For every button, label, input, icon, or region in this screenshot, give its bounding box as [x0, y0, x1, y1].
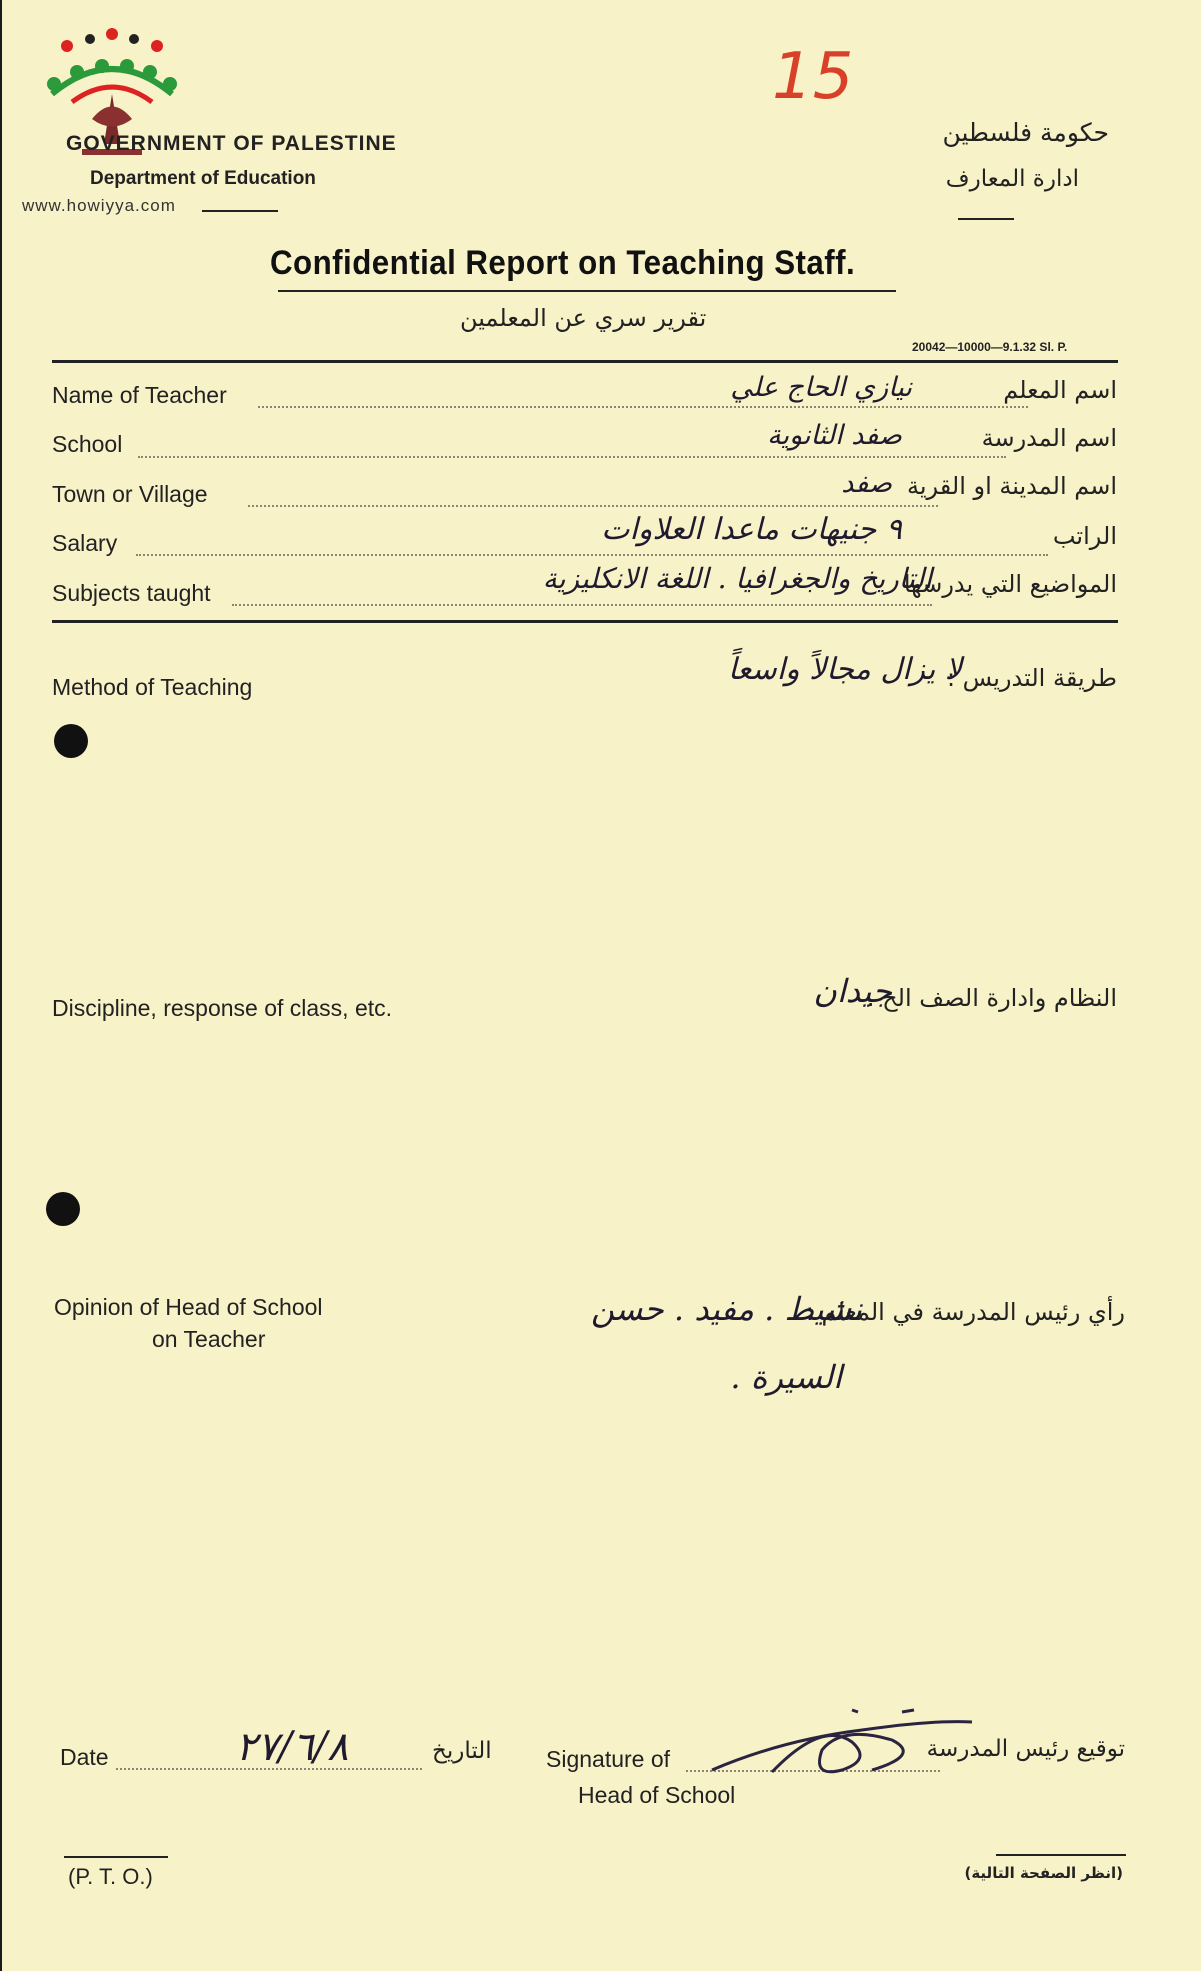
page-number: 15: [772, 40, 854, 114]
fields-top-rule: [52, 360, 1118, 363]
discipline-value: جيدان: [813, 972, 892, 1010]
report-title-ar: تقرير سري عن المعلمين: [460, 304, 707, 332]
field-label-ar-salary: الراتب: [1052, 522, 1117, 550]
field-label-en-town: Town or Village: [52, 481, 208, 507]
field-line-town: [248, 505, 938, 507]
document-page: [2, 0, 1201, 1971]
field-line-name: [258, 406, 1028, 408]
header-rule: [202, 210, 278, 212]
pto-rule: [64, 1856, 168, 1858]
opinion-value-2: السيرة .: [730, 1358, 842, 1396]
discipline-label-en: Discipline, response of class, etc.: [52, 995, 393, 1021]
field-value-name: نيازي الحاج علي: [730, 372, 912, 403]
opinion-label-en-1: Opinion of Head of School: [54, 1294, 323, 1320]
field-label-en-salary: Salary: [52, 530, 118, 556]
method-label-en: Method of Teaching: [52, 674, 253, 700]
field-value-town: صفد: [841, 468, 892, 499]
date-label-en: Date: [60, 1744, 109, 1770]
field-value-school: صفد الثانوية: [767, 420, 902, 451]
field-label-en-name: Name of Teacher: [52, 382, 227, 408]
gov-title-ar: حكومة فلسطين: [942, 118, 1109, 147]
pto-ar: (انظر الصفحة التالية): [964, 1864, 1123, 1882]
punch-hole-icon: [46, 1192, 80, 1226]
field-value-subjects: التاريخ والجغرافيا . اللغة الانكليزية: [542, 562, 932, 595]
field-value-salary: ٩ جنيهات ماعدا العلاوات: [601, 512, 902, 547]
punch-hole-icon: [54, 724, 88, 758]
field-label-ar-name: اسم المعلم: [1003, 376, 1117, 404]
field-label-ar-town: اسم المدينة او القرية: [906, 472, 1117, 500]
date-label-ar: التاريخ: [432, 1738, 492, 1764]
signature-label-ar: توقيع رئيس المدرسة: [926, 1736, 1125, 1762]
field-label-en-school: School: [52, 431, 123, 457]
form-code: 20042—10000—9.1.32 Sl. P.: [912, 340, 1068, 354]
pto-ar-rule: [996, 1854, 1126, 1856]
watermark-url: www.howiyya.com: [22, 196, 176, 215]
method-value: لا يزال مجالاً واسعاً: [727, 652, 962, 687]
method-label-ar: طريقة التدريس :: [946, 664, 1117, 692]
header-rule-right: [958, 218, 1014, 220]
opinion-label-en-2: on Teacher: [152, 1326, 266, 1352]
dept-title-en: Department of Education: [90, 168, 316, 189]
opinion-label-ar: رأي رئيس المدرسة في المعلم :: [805, 1298, 1125, 1326]
field-line-subjects: [232, 604, 932, 606]
field-label-ar-subjects: المواضيع التي يدرسها: [903, 570, 1117, 598]
field-line-school: [138, 456, 1006, 458]
date-value: ٢٧/٦/٨: [235, 1724, 349, 1770]
gov-title-en: GOVERNMENT OF PALESTINE: [66, 132, 397, 155]
dept-title-ar: ادارة المعارف: [945, 166, 1079, 192]
signature-label-en-2: Head of School: [578, 1782, 736, 1808]
signature-label-en-1: Signature of: [546, 1746, 671, 1772]
discipline-label-ar: النظام وادارة الصف الخ .: [866, 984, 1117, 1012]
report-title-en: Confidential Report on Teaching Staff.: [270, 244, 856, 282]
field-label-en-subjects: Subjects taught: [52, 580, 211, 606]
title-underline: [278, 290, 896, 292]
opinion-value-1: نشيط . مفيد . حسن: [591, 1290, 862, 1328]
fields-bottom-rule: [52, 620, 1118, 623]
pto-en: (P. T. O.): [68, 1864, 153, 1889]
field-line-salary: [136, 554, 1048, 556]
field-label-ar-school: اسم المدرسة: [981, 424, 1117, 452]
